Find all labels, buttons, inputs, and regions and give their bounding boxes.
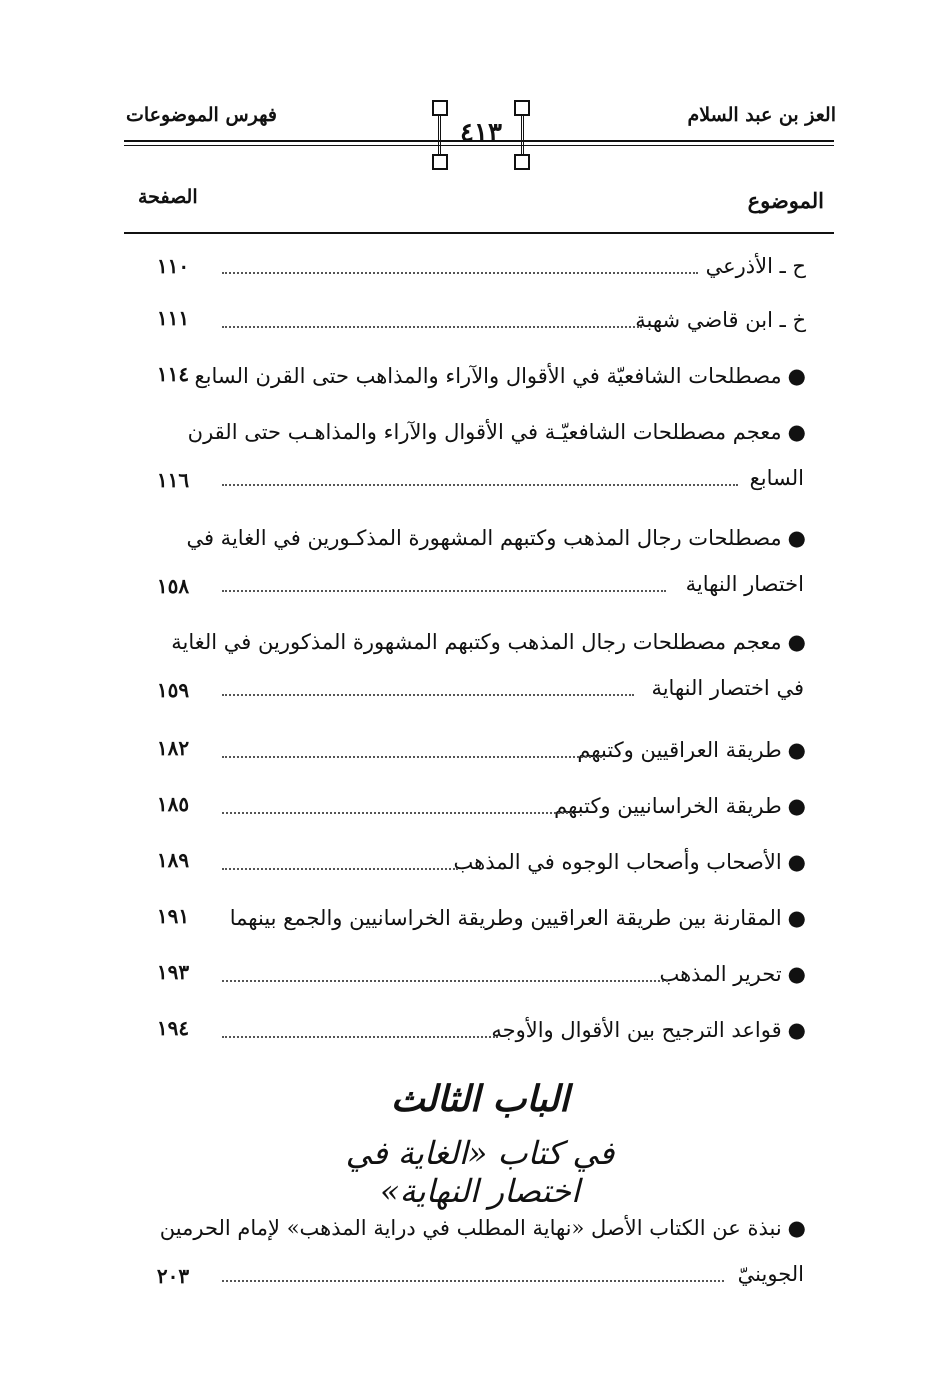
leader-dots xyxy=(222,1036,498,1038)
leader-dots xyxy=(222,484,738,486)
entry-page: ١٩١ xyxy=(156,904,190,928)
entry-text: الأصحاب وأصحاب الوجوه في المذهب xyxy=(453,850,782,874)
bullet-icon: ● xyxy=(787,794,806,818)
bullet-icon: ● xyxy=(787,1216,806,1240)
column-heading-topic: الموضوع xyxy=(747,188,824,213)
toc-entry-continued xyxy=(222,1262,804,1286)
toc-entry xyxy=(222,1018,806,1042)
bullet-icon: ● xyxy=(787,850,806,874)
entry-text: السابع xyxy=(749,466,804,490)
leader-dots xyxy=(222,868,458,870)
leader-dots xyxy=(222,1280,724,1282)
entry-text: طريقة الخراسانيين وكتبهم xyxy=(554,794,782,818)
frame-corner xyxy=(514,100,530,116)
entry-page: ١٥٨ xyxy=(156,574,190,598)
column-heading-page: الصفحة xyxy=(138,186,198,208)
toc-entry xyxy=(186,526,806,550)
chapter-title: الباب الثالث xyxy=(390,1078,570,1120)
bullet-icon: ● xyxy=(787,420,806,444)
entry-text: قواعد الترجيح بين الأقوال والأوجه xyxy=(491,1018,782,1042)
bullet-icon: ● xyxy=(787,526,806,550)
leader-dots xyxy=(222,272,698,274)
toc-entry xyxy=(222,794,806,818)
chapter-subtitle: في كتاب «الغاية في اختصار النهاية» xyxy=(345,1134,615,1210)
entry-page: ١١١ xyxy=(156,306,190,330)
bullet-icon: ● xyxy=(787,364,806,388)
leader-dots xyxy=(222,694,634,696)
toc-entry xyxy=(159,1216,806,1240)
toc-entry xyxy=(222,962,806,986)
toc-entry-continued xyxy=(222,676,804,700)
entry-text: خ ـ ابن قاضي شهبة xyxy=(635,308,806,332)
entry-text: تحرير المذهب xyxy=(659,962,782,986)
entry-page: ١١٦ xyxy=(156,468,190,492)
entry-text: في اختصار النهاية xyxy=(651,676,804,700)
bullet-icon: ● xyxy=(787,630,806,654)
entry-page: ١٥٩ xyxy=(156,678,190,702)
leader-dots xyxy=(222,812,572,814)
toc-entry xyxy=(194,364,806,388)
toc-entry xyxy=(222,850,806,874)
entry-page: ١٨٢ xyxy=(156,736,190,760)
toc-entry xyxy=(222,308,806,332)
bullet-icon: ● xyxy=(787,962,806,986)
frame-corner xyxy=(432,154,448,170)
entry-page: ١٩٤ xyxy=(156,1016,190,1040)
entry-text: الجوينيّ xyxy=(737,1262,804,1286)
leader-dots xyxy=(222,326,642,328)
entry-page: ١٩٣ xyxy=(156,960,190,984)
running-title-right: العز بن عبد السلام xyxy=(687,104,836,126)
page-number: ٤١٣ xyxy=(460,118,502,148)
running-title-left: فهرس الموضوعات xyxy=(126,104,277,126)
bullet-icon: ● xyxy=(787,738,806,762)
leader-dots xyxy=(222,756,602,758)
entry-text: معجم مصطلحات الشافعيّـة في الأقوال والآراء والمذاهـب حتى القرن xyxy=(187,420,782,444)
entry-page: ١١٠ xyxy=(156,254,190,278)
toc-entry xyxy=(222,254,806,278)
entry-text: المقارنة بين طريقة العراقيين وطريقة الخراسانيين والجمع بينهما xyxy=(229,906,782,930)
frame-corner xyxy=(514,154,530,170)
bullet-icon: ● xyxy=(787,1018,806,1042)
page-number-frame xyxy=(438,106,524,164)
frame-corner xyxy=(432,100,448,116)
entry-text: طريقة العراقيين وكتبهم xyxy=(577,738,782,762)
entry-text: مصطلحات الشافعيّة في الأقوال والآراء والمذاهب حتى القرن السابع xyxy=(194,364,782,388)
entry-text: معجم مصطلحات رجال المذهب وكتبهم المشهورة المذكورين في الغاية xyxy=(171,630,782,654)
toc-entry xyxy=(222,906,806,930)
toc-entry-continued xyxy=(222,572,804,596)
toc-entry xyxy=(171,630,806,654)
entry-text: مصطلحات رجال المذهب وكتبهم المشهورة المذكـورين في الغاية في xyxy=(186,526,782,550)
column-heading-rule xyxy=(124,232,834,234)
entry-text: ح ـ الأذرعي xyxy=(705,254,806,278)
toc-entry-continued xyxy=(222,466,804,490)
entry-text: نبذة عن الكتاب الأصل «نهاية المطلب في دراية المذهب» لإمام الحرمين xyxy=(159,1216,782,1240)
entry-page: ٢٠٣ xyxy=(156,1264,190,1288)
entry-page: ١٨٥ xyxy=(156,792,190,816)
bullet-icon: ● xyxy=(787,906,806,930)
entry-page: ١١٤ xyxy=(156,362,190,386)
toc-entry xyxy=(222,738,806,762)
entry-text: اختصار النهاية xyxy=(685,572,804,596)
toc-entry xyxy=(187,420,806,444)
entry-page: ١٨٩ xyxy=(156,848,190,872)
leader-dots xyxy=(222,980,668,982)
leader-dots xyxy=(222,590,666,592)
